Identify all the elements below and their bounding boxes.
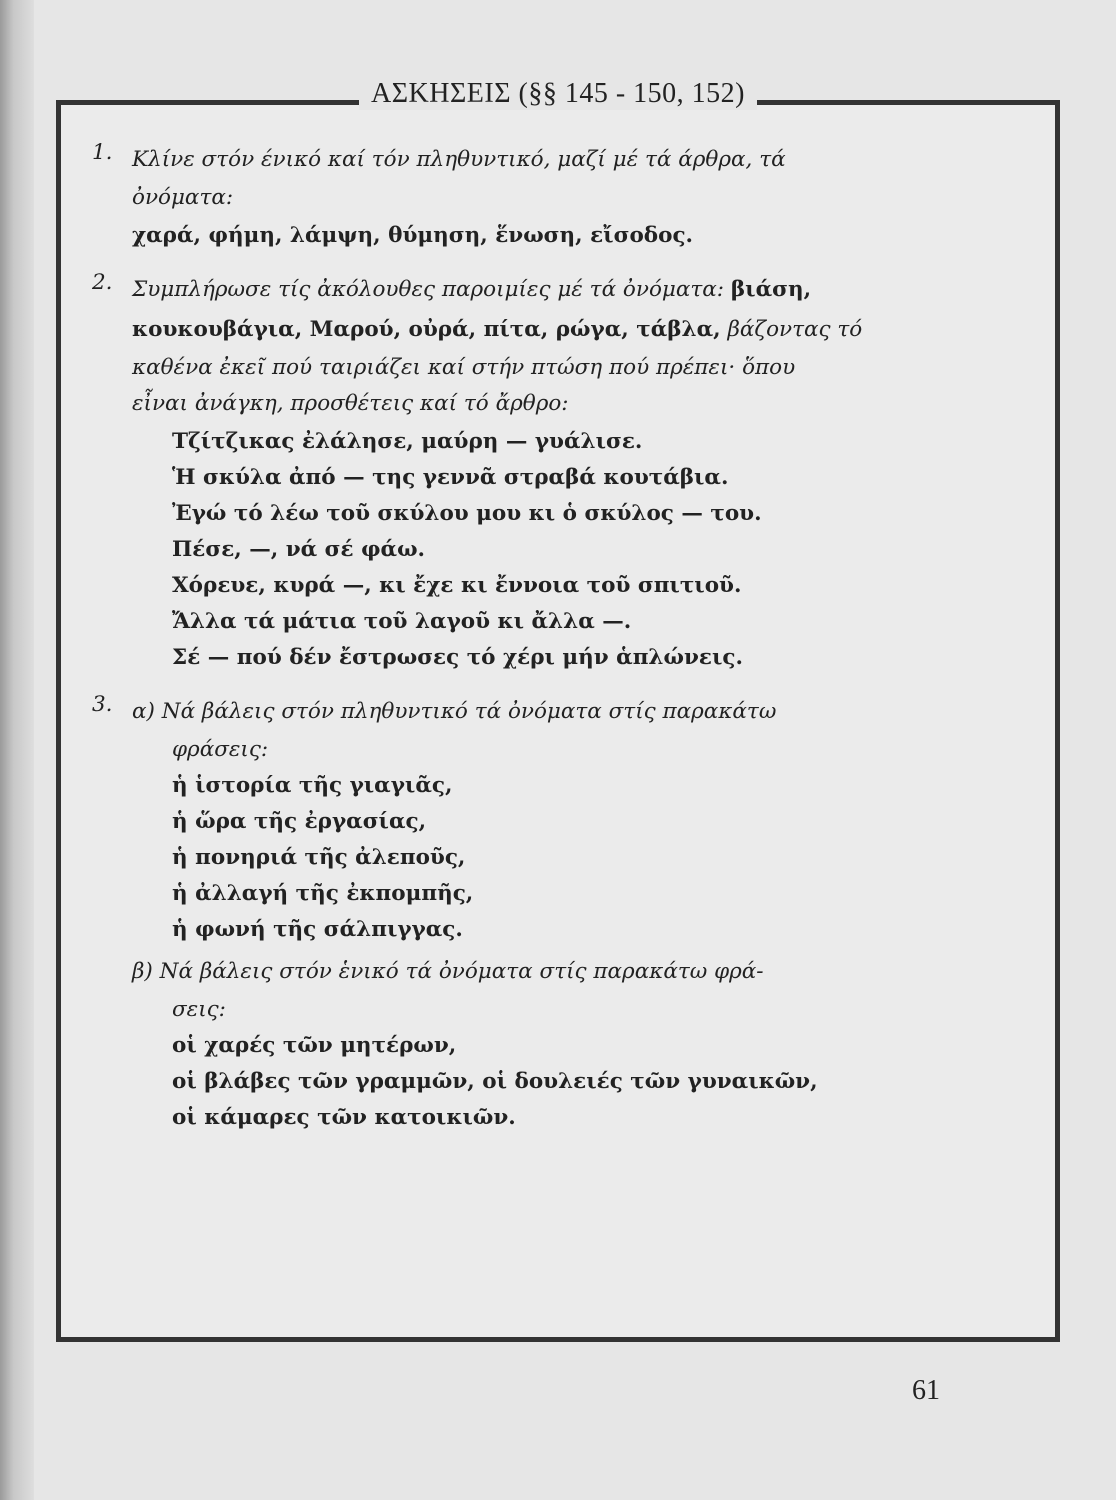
- proverb: Τζίτζικας ἐλάλησε, μαύρη — γυάλισε.: [172, 429, 643, 454]
- phrase: ἡ ἱστορία τῆς γιαγιᾶς,: [172, 773, 453, 798]
- exercise-number: 3.: [92, 692, 113, 717]
- phrase: ἡ πονηριά τῆς ἀλεποῦς,: [172, 845, 466, 870]
- phrase-list: [132, 1028, 912, 1136]
- phrase: ἡ φωνή τῆς σάλπιγγας.: [172, 917, 463, 942]
- title-wrap: [0, 78, 1116, 110]
- page-title: ΑΣΚΗΣΕΙΣ (§§ 145 - 150, 152): [359, 78, 757, 110]
- exercise-2: [92, 270, 912, 676]
- proverb: Ἡ σκύλα ἀπό — της γεννᾶ στραβά κουτάβια.: [172, 465, 729, 490]
- instruction: εἶναι ἀνάγκη, προσθέτεις καί τό ἄρθρο:: [132, 391, 569, 416]
- instruction: Νά βάλεις στόν ἑνικό τά ὀνόματα στίς παρακάτω φρά-: [159, 959, 764, 984]
- phrase: ἡ ἀλλαγή τῆς ἐκπομπῆς,: [172, 881, 474, 906]
- proverb-list: [132, 424, 912, 676]
- exercise-1: [92, 140, 912, 254]
- instruction: φράσεις:: [172, 737, 269, 762]
- proverb: Ἐγώ τό λέω τοῦ σκύλου μου κι ὁ σκύλος — του.: [172, 501, 762, 526]
- word-list: κουκουβάγια, Μαρού, οὐρά, πίτα, ρώγα, τάβλα,: [132, 317, 721, 342]
- proverb: Ἄλλα τά μάτια τοῦ λαγοῦ κι ἄλλα —.: [172, 609, 632, 634]
- instruction: ὀνόματα:: [132, 185, 234, 210]
- instruction: Νά βάλεις στόν πληθυντικό τά ὀνόματα στίς παρακάτω: [161, 699, 777, 724]
- instruction: βάζοντας τό: [727, 317, 863, 342]
- instruction: Συμπλήρωσε τίς ἀκόλουθες παροιμίες μέ τά ὀνόματα:: [132, 277, 725, 302]
- phrase-list: [132, 768, 912, 948]
- phrase: οἱ χαρές τῶν μητέρων,: [172, 1033, 457, 1058]
- exercise-3: [92, 692, 912, 1136]
- page-number: 61: [912, 1375, 940, 1406]
- exercise-number: 1.: [92, 140, 113, 165]
- subexercise-label: β): [132, 959, 153, 984]
- instruction: Κλίνε στόν ένικό καί τόν πληθυντικό, μαζί μέ τά άρθρα, τά: [132, 147, 786, 172]
- proverb: Χόρευε, κυρά —, κι ἔχε κι ἔννοια τοῦ σπιτιοῦ.: [172, 573, 742, 598]
- word-list: βιάση,: [730, 277, 812, 302]
- word-list: χαρά, φήμη, λάμψη, θύμηση, ἕνωση, εἴσοδος.: [132, 223, 694, 248]
- instruction: καθένα ἐκεῖ πού ταιριάζει καί στήν πτώση πού πρέπει· ὅπου: [132, 355, 796, 380]
- phrase: ἡ ὥρα τῆς ἐργασίας,: [172, 809, 427, 834]
- instruction: σεις:: [172, 997, 226, 1022]
- proverb: Σέ — πού δέν ἔστρωσες τό χέρι μήν ἁπλώνεις.: [172, 645, 743, 670]
- phrase: οἱ κάμαρες τῶν κατοικιῶν.: [172, 1105, 516, 1130]
- subexercise-label: α): [132, 699, 155, 724]
- phrase: οἱ βλάβες τῶν γραμμῶν, οἱ δουλειές τῶν γυναικῶν,: [172, 1069, 818, 1094]
- page-binding-shadow: [0, 0, 34, 1500]
- exercises: [92, 140, 912, 1136]
- proverb: Πέσε, —, νά σέ φάω.: [172, 537, 426, 562]
- exercise-number: 2.: [92, 270, 113, 295]
